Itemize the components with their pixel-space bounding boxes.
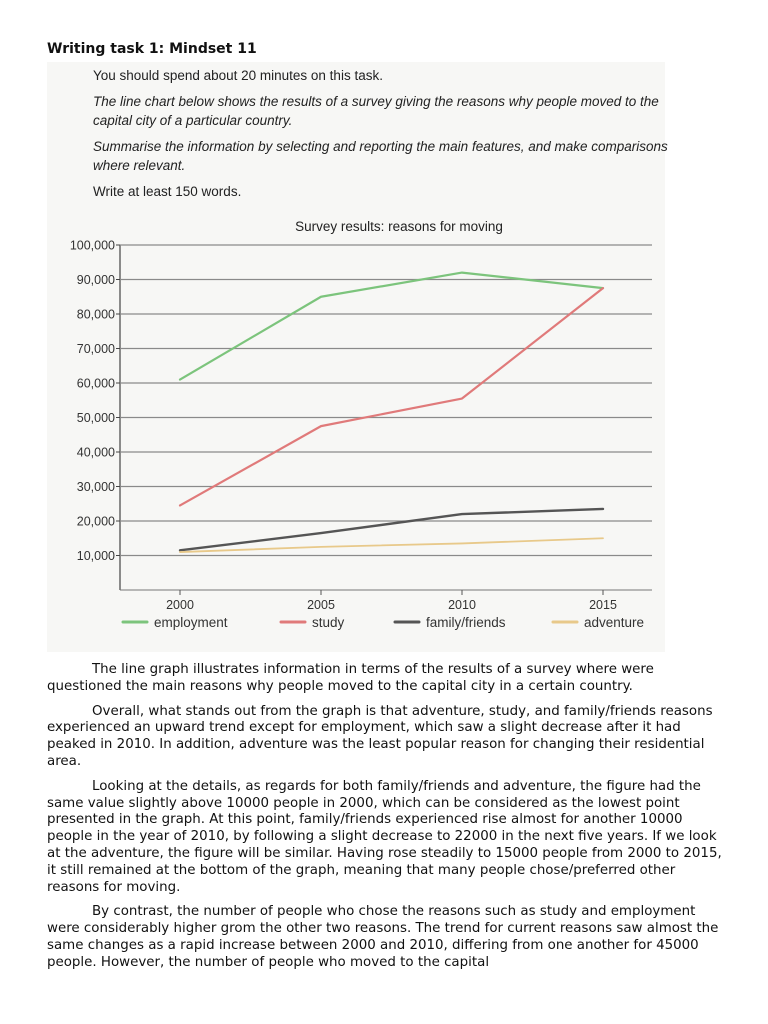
series-line-study <box>180 288 603 505</box>
task-instruction-time: You should spend about 20 minutes on this task. <box>93 68 383 83</box>
y-tick-label: 100,000 <box>69 238 115 253</box>
x-tick-label: 2015 <box>589 598 617 612</box>
legend-label-family-friends: family/friends <box>426 615 506 630</box>
essay-paragraph-1: The line graph illustrates information in terms of the results of a survey where were questioned the main reasons why people moved to the capital city in a certain country. <box>47 662 654 694</box>
chart-title: Survey results: reasons for moving <box>295 219 503 234</box>
y-tick-label: 20,000 <box>76 514 115 529</box>
y-tick-label: 60,000 <box>76 376 115 391</box>
chart-legend <box>123 615 644 630</box>
y-tick-label: 80,000 <box>76 307 115 322</box>
x-tick-label: 2005 <box>307 598 335 612</box>
essay-paragraph-4: By contrast, the number of people who chose the reasons such as study and employment were considerably higher grom the other two reasons. The trend for current reasons saw almost the same changes as a rapid increase between 2000 and 2010, differing from one another for 45000 people. However, the number of people who moved to the capital <box>47 904 719 970</box>
task-instruction-description: The line chart below shows the results of a survey giving the reasons why people moved to the capital city of a particular country. <box>93 94 659 128</box>
task-instruction-summarise: Summarise the information by selecting and reporting the main features, and make comparisons where relevant. <box>93 139 668 173</box>
y-tick-label: 70,000 <box>76 342 115 356</box>
task-instruction-word-count: Write at least 150 words. <box>93 184 242 199</box>
y-axis-ticks <box>70 239 115 564</box>
series-line-family-friends <box>180 509 603 550</box>
essay-paragraph-2: Overall, what stands out from the graph is that adventure, study, and family/friends reasons experienced an upward trend except for employment, which saw a slight decrease after it had peaked in 2010. In addition, adventure was the least popular reason for changing their residential area. <box>47 703 713 769</box>
line-chart <box>47 212 665 652</box>
page-heading: Writing task 1: Mindset 11 <box>47 41 257 57</box>
legend-label-study: study <box>312 615 345 630</box>
x-tick-label: 2000 <box>166 598 194 612</box>
series-line-employment <box>180 273 603 380</box>
chart-gridlines <box>116 245 652 595</box>
legend-label-employment: employment <box>154 615 228 630</box>
essay-body <box>47 662 723 980</box>
y-tick-label: 50,000 <box>76 411 115 425</box>
y-tick-label: 10,000 <box>76 549 115 563</box>
y-tick-label: 30,000 <box>76 480 115 494</box>
x-tick-label: 2010 <box>448 598 476 612</box>
series-line-adventure <box>180 538 603 552</box>
legend-label-adventure: adventure <box>584 615 645 630</box>
x-axis-ticks <box>166 598 617 612</box>
y-tick-label: 90,000 <box>76 273 115 287</box>
essay-paragraph-3: Looking at the details, as regards for both family/friends and adventure, the figure had the same value slightly above 10000 people in 2000, which can be considered as the lowest point presented in the graph. At this point, family/friends experienced rise almost for another 10000 people in the year of 2010, by following a slight decrease to 22000 in the next five years. If we look at the adventure, the figure will be similar. Having rose steadily to 15000 people from 2000 to 2015, it still remained at the bottom of the graph, meaning that many people chose/preferred other reasons for moving. <box>47 778 722 895</box>
y-tick-label: 40,000 <box>76 445 115 460</box>
